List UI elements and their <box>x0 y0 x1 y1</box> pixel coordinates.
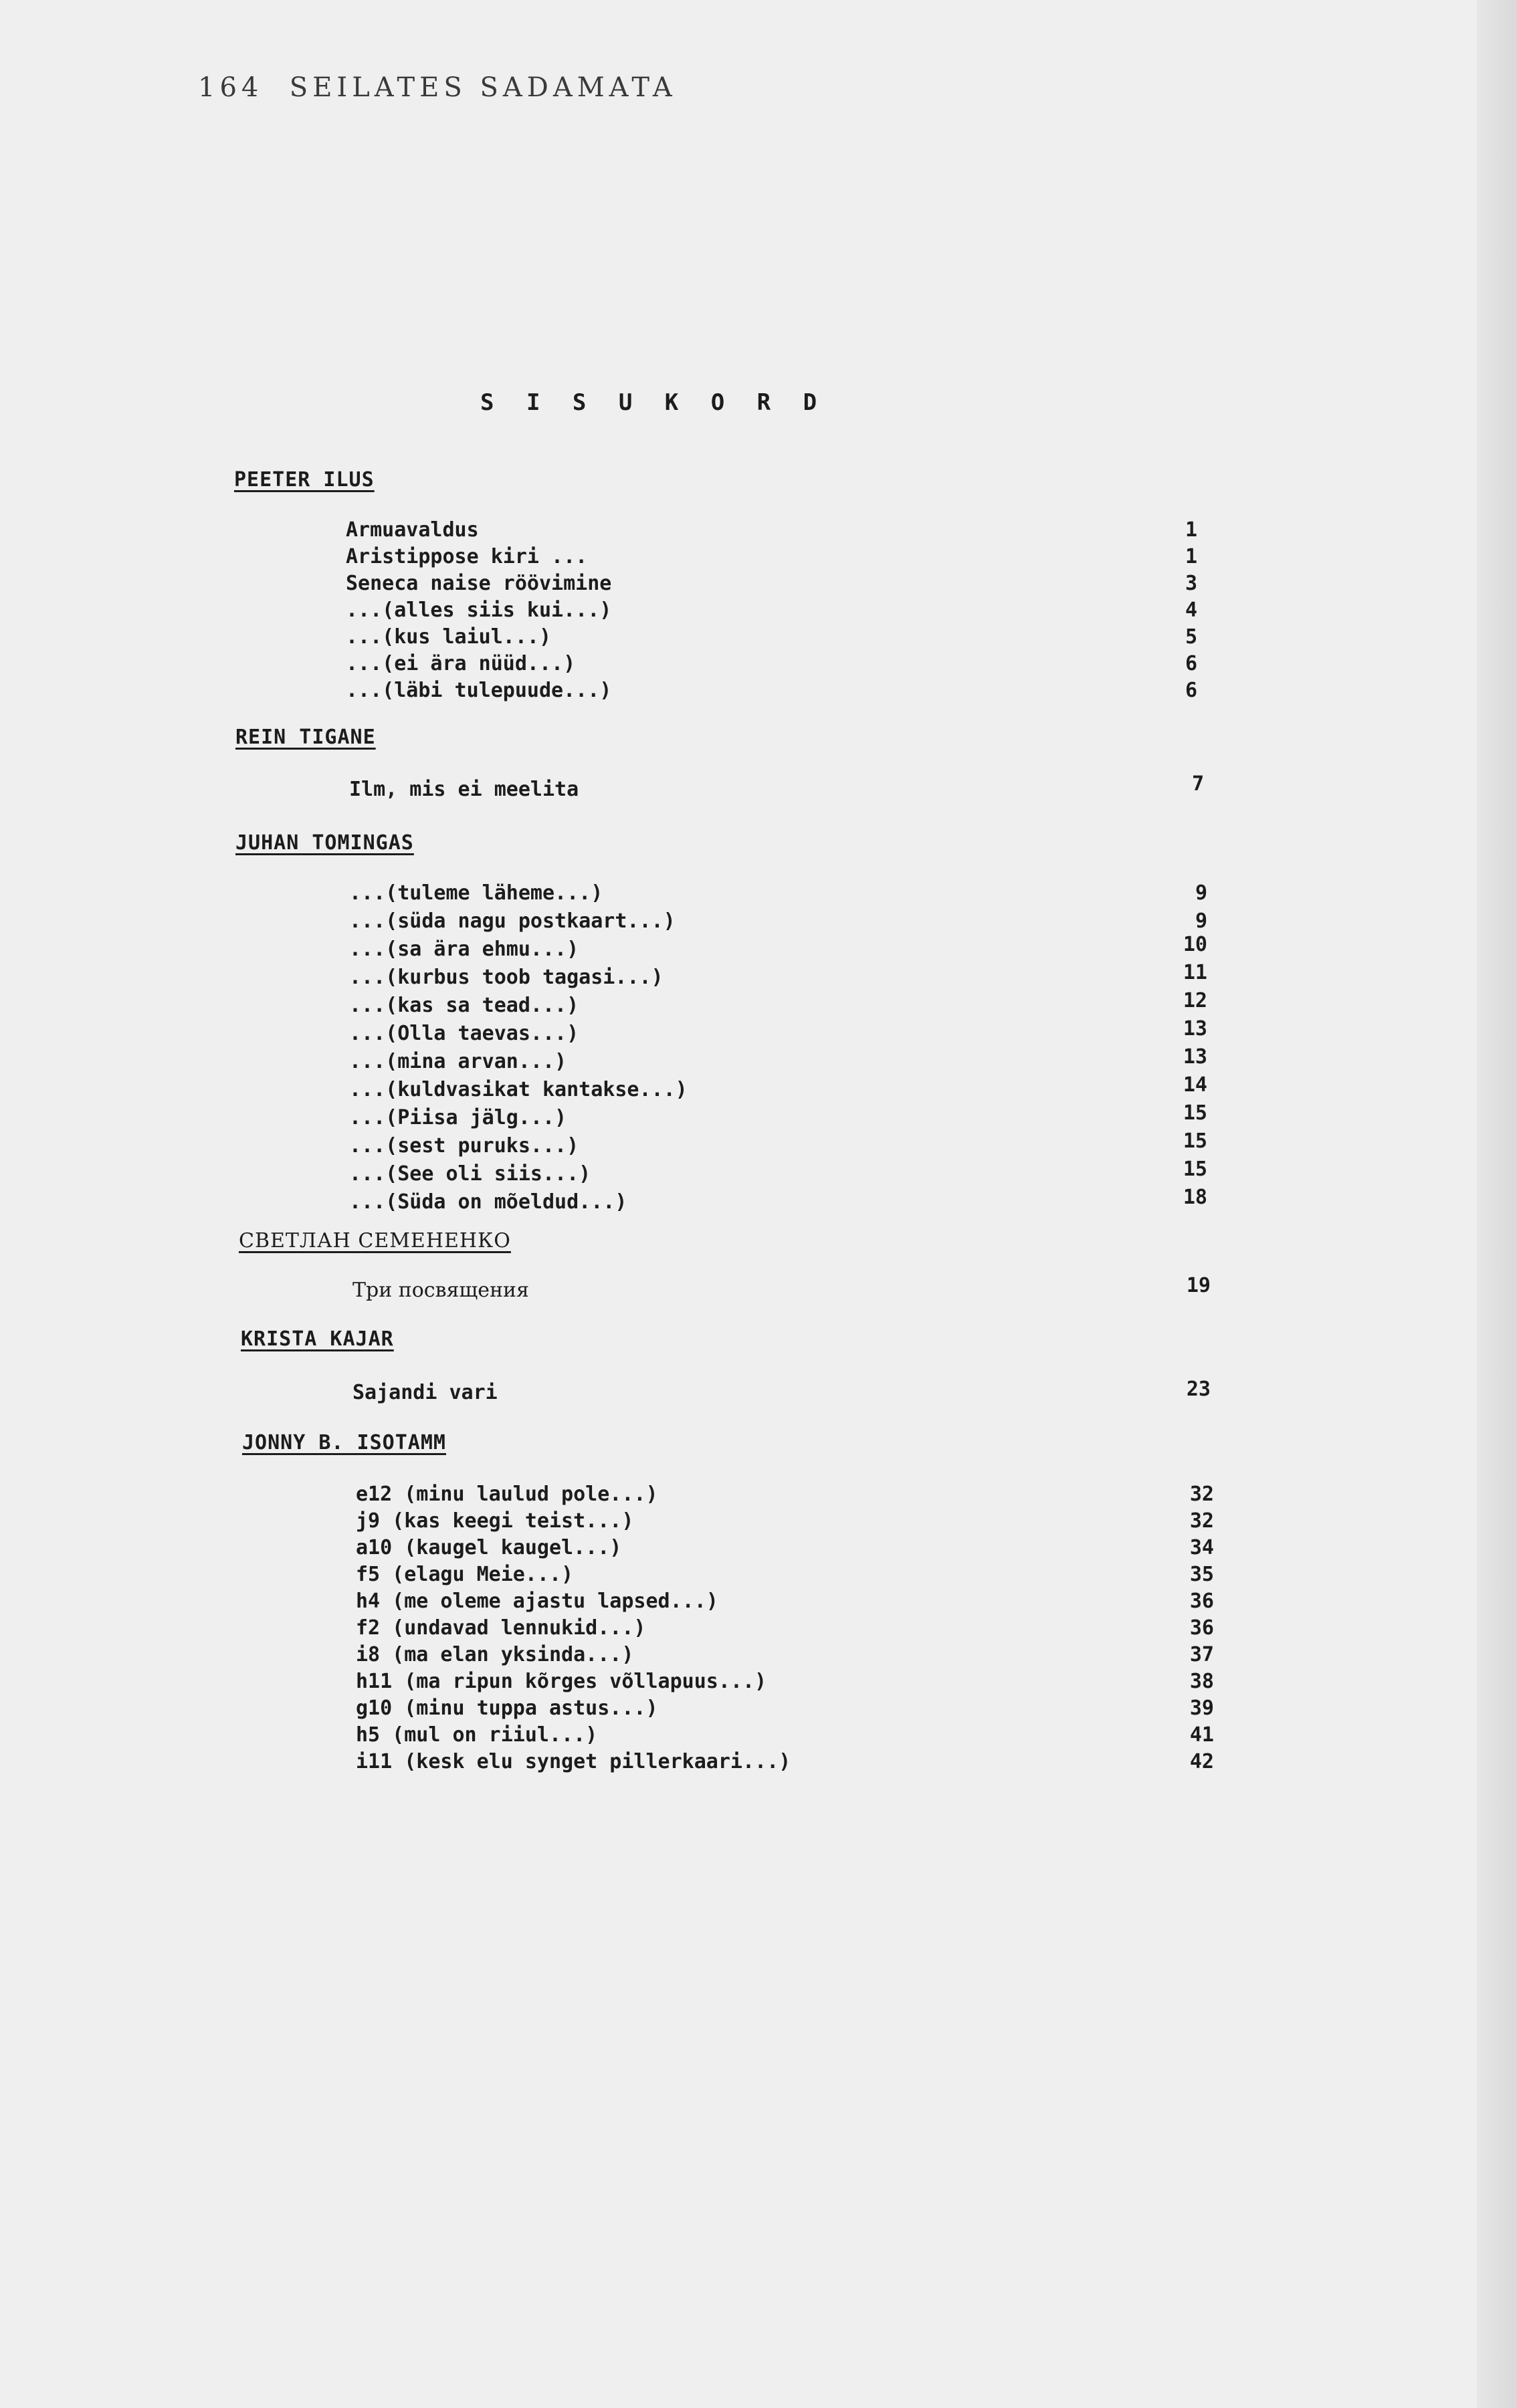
toc-entry-title: Sajandi vari <box>352 1381 498 1404</box>
toc-entry-page: 11 <box>1183 961 1207 984</box>
toc-entry-page: 6 <box>1185 652 1197 675</box>
toc-entry-title: Armuavaldus <box>346 518 479 542</box>
toc-entry-page: 15 <box>1183 1129 1207 1153</box>
toc-entry-page: 36 <box>1189 1590 1214 1613</box>
toc-entry-title: ...(sest puruks...) <box>349 1134 579 1158</box>
toc-entry-title: f5 (elagu Meie...) <box>356 1563 574 1586</box>
toc-entry-page: 10 <box>1183 933 1207 956</box>
toc-entry-page: 13 <box>1183 1017 1207 1041</box>
toc-entry-title: ...(Piisa jälg...) <box>349 1106 567 1129</box>
toc-entry-title: h4 (me oleme ajastu lapsed...) <box>356 1590 718 1613</box>
toc-entry-page: 23 <box>1186 1378 1211 1401</box>
toc-entry-page: 4 <box>1185 598 1197 622</box>
toc-entry-page: 1 <box>1185 545 1197 568</box>
toc-entry-title: e12 (minu laulud pole...) <box>356 1483 658 1506</box>
toc-entry-title: ...(kuldvasikat kantakse...) <box>349 1078 688 1101</box>
toc-entry-title: g10 (minu tuppa astus...) <box>356 1696 658 1720</box>
toc-entry-page: 18 <box>1183 1186 1207 1209</box>
toc-entry-title: ...(Olla taevas...) <box>349 1022 579 1045</box>
toc-entry-page: 3 <box>1185 572 1197 595</box>
toc-entry-title: ...(mina arvan...) <box>349 1050 567 1073</box>
toc-author: JONNY B. ISOTAMM <box>242 1431 446 1454</box>
toc-entry-title: ...(See oli siis...) <box>349 1162 591 1186</box>
toc-author: JUHAN TOMINGAS <box>235 831 414 855</box>
binding-shadow <box>1477 0 1517 2408</box>
toc-entry-page: 39 <box>1189 1696 1214 1720</box>
toc-author: REIN TIGANE <box>235 726 376 749</box>
toc-entry-title: h5 (mul on riiul...) <box>356 1723 598 1747</box>
toc-entry-title: ...(kurbus toob tagasi...) <box>349 966 664 989</box>
toc-entry-title: ...(läbi tulepuude...) <box>346 679 612 702</box>
toc-entry-page: 34 <box>1189 1536 1214 1559</box>
toc-entry-title: Seneca naise röövimine <box>346 572 612 595</box>
toc-entry-page: 9 <box>1195 909 1207 933</box>
toc-entry-page: 7 <box>1191 772 1204 796</box>
toc-author: PEETER ILUS <box>234 468 375 491</box>
toc-entry-page: 12 <box>1183 989 1207 1012</box>
toc-author: KRISTA KAJAR <box>241 1327 394 1351</box>
toc-entry-page: 32 <box>1189 1483 1214 1506</box>
toc-entry-title: a10 (kaugel kaugel...) <box>356 1536 622 1559</box>
toc-entry-title: Aristippose kiri ... <box>346 545 588 568</box>
toc-entry-title: ...(sa ära ehmu...) <box>349 938 579 961</box>
toc-entry-page: 37 <box>1189 1643 1214 1666</box>
toc-entry-page: 42 <box>1189 1750 1214 1773</box>
toc-entry-title: ...(kus laiul...) <box>346 625 552 649</box>
toc-entry-title: ...(tuleme läheme...) <box>349 881 603 905</box>
toc-entry-page: 36 <box>1189 1616 1214 1640</box>
toc-title: S I S U K O R D <box>480 389 827 416</box>
toc-entry-title: ...(kas sa tead...) <box>349 994 579 1017</box>
toc-entry-title: h11 (ma ripun kõrges võllapuus...) <box>356 1670 767 1693</box>
book-title: SEILATES SADAMATA <box>289 72 677 103</box>
toc-entry-page: 38 <box>1189 1670 1214 1693</box>
toc-entry-title: i11 (kesk elu synget pillerkaari...) <box>356 1750 791 1773</box>
toc-entry-page: 41 <box>1189 1723 1214 1747</box>
toc-entry-title: j9 (kas keegi teist...) <box>356 1509 634 1533</box>
toc-entry-page: 13 <box>1183 1045 1207 1069</box>
toc-entry-title: f2 (undavad lennukid...) <box>356 1616 646 1640</box>
toc-author: СВЕТЛАН СЕМЕНЕНКО <box>239 1229 511 1252</box>
toc-entry-page: 15 <box>1183 1158 1207 1181</box>
toc-entry-title: Три посвящения <box>352 1279 529 1302</box>
toc-entry-page: 15 <box>1183 1101 1207 1125</box>
toc-entry-page: 6 <box>1185 679 1197 702</box>
toc-entry-title: ...(alles siis kui...) <box>346 598 612 622</box>
toc-entry-page: 35 <box>1189 1563 1214 1586</box>
toc-entry-page: 32 <box>1189 1509 1214 1533</box>
toc-entry-title: ...(ei ära nüüd...) <box>346 652 576 675</box>
toc-entry-page: 9 <box>1195 881 1207 905</box>
toc-entry-title: i8 (ma elan yksinda...) <box>356 1643 634 1666</box>
toc-entry-title: Ilm, mis ei meelita <box>349 778 579 801</box>
page-number: 164 <box>198 72 264 103</box>
toc-entry-page: 19 <box>1186 1274 1211 1297</box>
toc-entry-title: ...(Süda on mõeldud...) <box>349 1190 627 1214</box>
toc-entry-page: 1 <box>1185 518 1197 542</box>
toc-entry-page: 5 <box>1185 625 1197 649</box>
running-head <box>198 72 677 103</box>
toc-entry-title: ...(süda nagu postkaart...) <box>349 909 676 933</box>
toc-entry-page: 14 <box>1183 1073 1207 1097</box>
